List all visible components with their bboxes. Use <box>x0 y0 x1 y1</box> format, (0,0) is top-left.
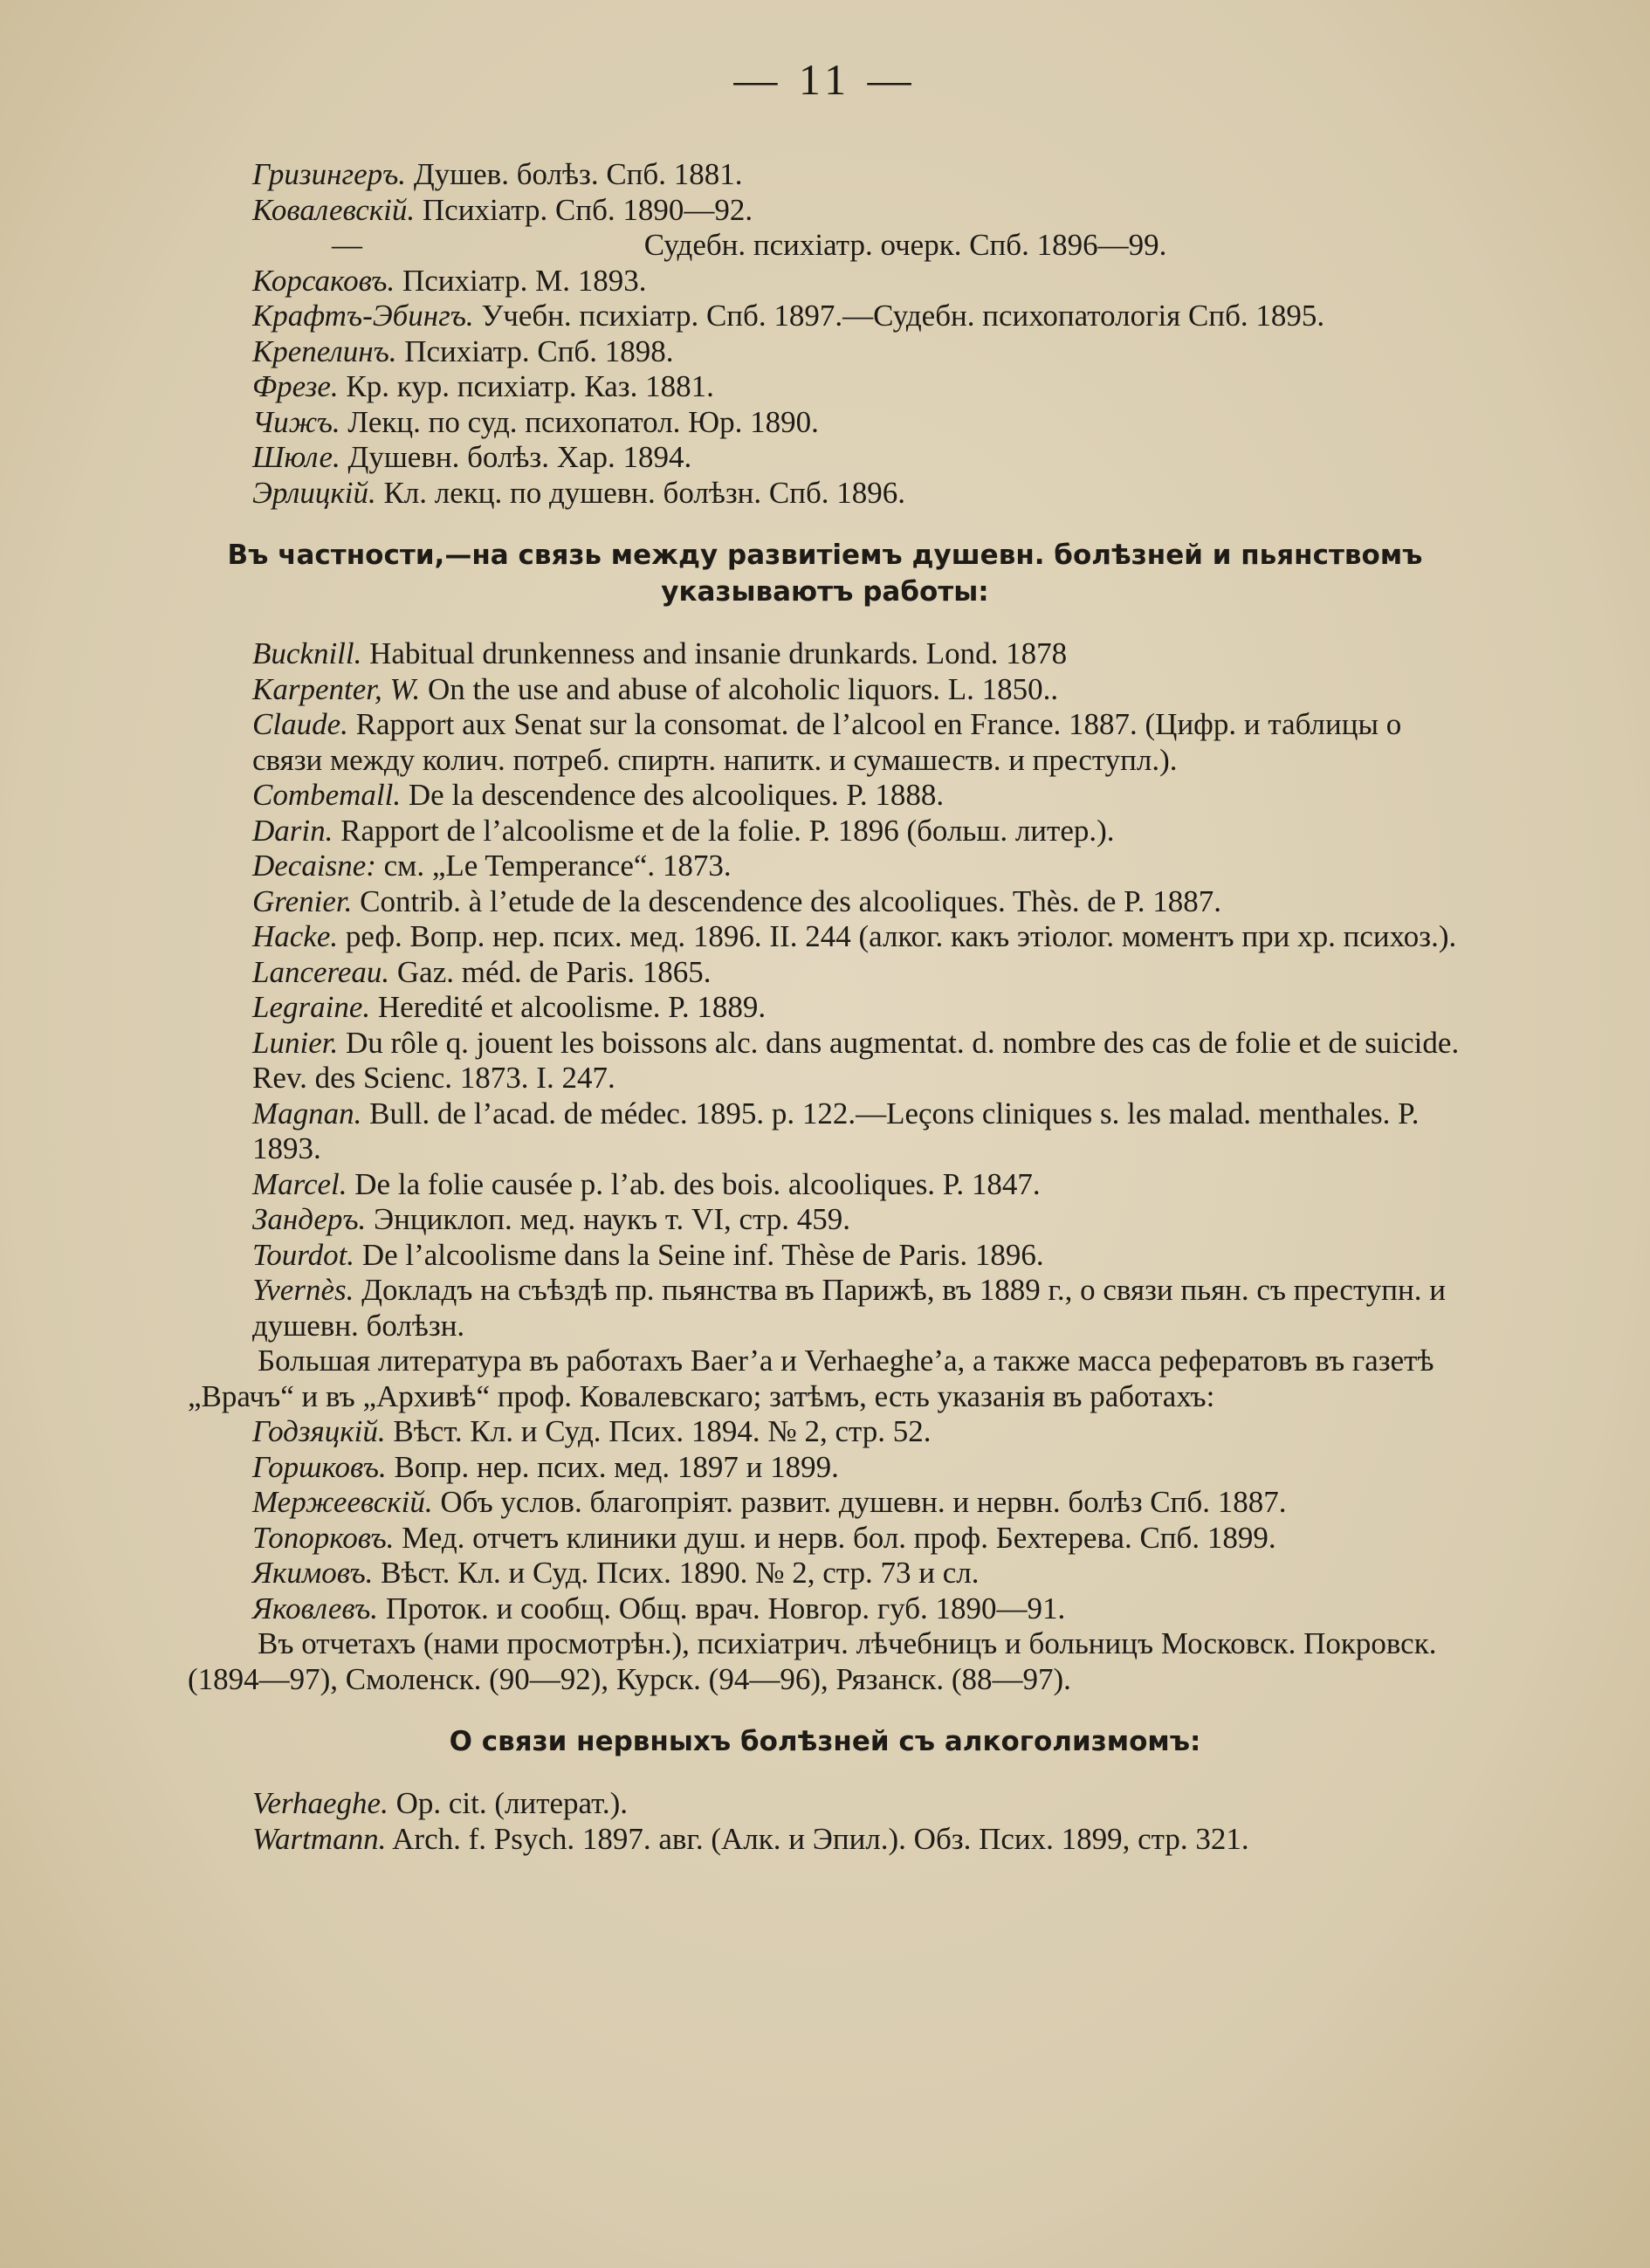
reference-author: Крепелинъ. <box>252 333 397 368</box>
reference-entry <box>188 264 1462 299</box>
reference-text: Мед. отчетъ клиники душ. и нерв. бол. проф. Бехтерева. Спб. 1899. <box>394 1520 1276 1555</box>
section-heading-alcoholism: Въ частности,—на связь между развитіемъ душевн. болѣзней и пьянствомъ указываютъ работы: <box>227 540 1423 608</box>
reference-author: — <box>332 228 362 262</box>
reference-entry <box>188 990 1462 1026</box>
reference-text: Вопр. нер. псих. мед. 1897 и 1899. <box>386 1449 839 1484</box>
reference-entry <box>188 672 1462 708</box>
reference-text: Rapport de l’alcoolisme et de la folie. P. 1896 (больш. литер.). <box>333 813 1115 848</box>
reference-author: Мержеевскій. <box>252 1485 433 1519</box>
reference-author: Legraine. <box>252 990 371 1024</box>
reference-entry <box>188 157 1462 193</box>
reference-author: Якимовъ. <box>252 1556 374 1590</box>
reference-text: см. „Le Temperance“. 1873. <box>375 849 732 883</box>
reference-text: Rapport aux Senat sur la consomat. de l’alcool en France. 1887. (Цифр. и таблицы о связи между колич. потреб. спиртн. напитк. и сумашеств. и преступл.). <box>252 707 1402 777</box>
reference-text: Психіатр. Спб. 1890—92. <box>415 192 753 227</box>
reference-entry <box>188 1167 1462 1203</box>
reference-author: Wartmann. <box>252 1821 387 1856</box>
reference-author: Verhaeghe. <box>252 1786 388 1820</box>
reference-entry <box>188 228 1462 264</box>
reference-author: Darin. <box>252 813 333 848</box>
reference-author: Lunier. <box>252 1025 339 1060</box>
reference-author: Ковалевскій. <box>252 192 416 227</box>
reference-author: Marcel. <box>252 1166 347 1201</box>
reference-author: Зандеръ. <box>252 1202 367 1236</box>
reference-entry <box>188 440 1462 476</box>
reference-entry <box>188 814 1462 849</box>
section-heading-nervous-diseases: О связи нервныхъ болѣзней съ алкоголизмомъ: <box>449 1726 1201 1757</box>
reference-author: Топорковъ. <box>252 1520 395 1555</box>
reference-text: Душев. болѣз. Спб. 1881. <box>406 157 743 191</box>
reference-author: Combemall. <box>252 778 402 812</box>
reference-text: De la folie causée p. l’ab. des bois. alcooliques. P. 1847. <box>347 1166 1041 1201</box>
page-number: — 11 — <box>733 55 917 104</box>
reference-author: Шюле. <box>252 440 340 474</box>
russian-works-list <box>188 1414 1462 1626</box>
reference-entry <box>188 707 1462 778</box>
reference-entry <box>188 849 1462 884</box>
reference-text: Проток. и сообщ. Общ. врач. Новгор. губ. 1890—91. <box>378 1591 1066 1625</box>
reference-text: Объ услов. благопріят. развит. душевн. и нервн. болѣз Спб. 1887. <box>432 1485 1287 1519</box>
reference-author: Decaisne: <box>252 849 376 883</box>
reference-entry <box>188 1450 1462 1486</box>
reference-text: реф. Вопр. нер. псих. мед. 1896. II. 244 (алког. какъ этіолог. моментъ при хр. психоз.). <box>338 919 1457 953</box>
reference-author: Яковлевъ. <box>252 1591 379 1625</box>
reference-author: Горшковъ. <box>252 1449 387 1484</box>
reference-author: Фрезе. <box>252 369 339 403</box>
reference-entry <box>188 1202 1462 1238</box>
reference-text: Contrib. à l’etude de la descendence des alcooliques. Thès. de P. 1887. <box>352 883 1221 918</box>
reference-text: Энциклоп. мед. наукъ т. VI, стр. 459. <box>366 1202 851 1236</box>
reference-entry <box>188 369 1462 405</box>
reference-entry <box>188 193 1462 229</box>
reference-text: Op. cit. (литерат.). <box>388 1786 628 1820</box>
reference-author: Lancereau. <box>252 954 390 989</box>
reference-text: De la descendence des alcooliques. P. 1888. <box>401 778 945 812</box>
reference-text: Gaz. méd. de Paris. 1865. <box>389 954 712 989</box>
reference-text: Habitual drunkenness and insanie drunkards. Lond. 1878 <box>361 636 1068 670</box>
reference-entry <box>188 1556 1462 1591</box>
reference-entry <box>188 1273 1462 1344</box>
reference-author: Корсаковъ. <box>252 263 395 298</box>
general-references-list <box>188 157 1462 511</box>
reference-author: Tourdot. <box>252 1237 355 1272</box>
reference-author: Гризингеръ. <box>252 157 407 191</box>
reference-author: Чижъ. <box>252 404 340 439</box>
reference-author: Hacke. <box>252 919 339 953</box>
reference-text: Heredité et alcoolisme. P. 1889. <box>370 990 767 1024</box>
reference-author: Grenier. <box>252 883 353 918</box>
reference-entry <box>188 476 1462 512</box>
literature-paragraph: Большая литература въ работахъ Baer’a и Verhaeghe’a, а также масса рефератовъ въ газетѣ „Врачъ“ и въ „Архивѣ“ проф. Ковалевскаго; затѣмъ, есть указанія въ работахъ: <box>188 1344 1434 1413</box>
reference-text: On the use and abuse of alcoholic liquors. L. 1850.. <box>420 671 1059 706</box>
reference-entry <box>188 1521 1462 1557</box>
reference-entry <box>188 884 1462 920</box>
reference-entry <box>188 1026 1462 1096</box>
reference-text: Кл. лекц. по душевн. болѣзн. Спб. 1896. <box>375 475 906 510</box>
reference-author: Крафтъ-Эбингъ. <box>252 299 474 333</box>
alcoholism-references-list <box>188 636 1462 1344</box>
reference-entry <box>188 1096 1462 1167</box>
reference-entry <box>188 778 1462 814</box>
reference-text: Вѣст. Кл. и Суд. Псих. 1894. № 2, стр. 52. <box>385 1414 932 1448</box>
nervous-disease-references-list <box>188 1786 1462 1857</box>
reference-text: Arch. f. Psych. 1897. авг. (Алк. и Эпил.). Обз. Псих. 1899, стр. 321. <box>386 1821 1249 1856</box>
reference-author: Bucknill. <box>252 636 362 670</box>
hospital-reports-paragraph: Въ отчетахъ (нами просмотрѣн.), психіатрич. лѣчебницъ и больницъ Московск. Покровск. (1894—97), Смоленск. (90—92), Курск. (94—96), Рязанск. (88—97). <box>188 1626 1437 1696</box>
reference-text: Учебн. психіатр. Спб. 1897.—Судебн. психопатологія Спб. 1895. <box>473 299 1325 333</box>
reference-author: Эрлицкій. <box>252 475 376 510</box>
reference-text: Душевн. болѣз. Хар. 1894. <box>340 440 692 474</box>
reference-text: Bull. de l’acad. de médec. 1895. p. 122.—Leçons cliniques s. les malad. menthales. P. 1893. <box>252 1096 1420 1165</box>
reference-author: Годзяцкій. <box>252 1414 386 1448</box>
reference-text: Вѣст. Кл. и Суд. Псих. 1890. № 2, стр. 73 и сл. <box>373 1556 980 1590</box>
reference-text: Кр. кур. психіатр. Каз. 1881. <box>338 369 714 403</box>
reference-author: Karpenter, W. <box>252 671 421 706</box>
reference-entry <box>188 636 1462 672</box>
reference-entry <box>188 1485 1462 1521</box>
reference-text: Докладъ на съѣздѣ пр. пьянства въ Парижѣ, въ 1889 г., о связи пьян. съ преступн. и душевн. болѣзн. <box>252 1273 1446 1343</box>
reference-entry <box>188 1786 1462 1822</box>
reference-entry <box>188 334 1462 370</box>
reference-author: Claude. <box>252 707 348 741</box>
reference-entry <box>188 919 1462 955</box>
reference-text: Психіатр. М. 1893. <box>395 263 647 298</box>
reference-entry <box>188 1414 1462 1450</box>
reference-entry <box>188 1591 1462 1627</box>
reference-author: Magnan. <box>252 1096 362 1131</box>
reference-text: Психіатр. Спб. 1898. <box>396 333 674 368</box>
reference-text: Лекц. по суд. психопатол. Юр. 1890. <box>340 404 819 439</box>
reference-entry <box>188 299 1462 334</box>
reference-text: De l’alcoolisme dans la Seine inf. Thèse de Paris. 1896. <box>354 1237 1044 1272</box>
reference-entry <box>188 955 1462 991</box>
page-body <box>188 157 1462 1857</box>
reference-entry <box>188 1238 1462 1274</box>
reference-entry <box>188 405 1462 441</box>
reference-entry <box>188 1822 1462 1858</box>
reference-text: Du rôle q. jouent les boissons alc. dans augmentat. d. nombre des cas de folie et de suicide. Rev. des Scienc. 1873. I. 247. <box>252 1025 1460 1095</box>
reference-author: Yvernès. <box>252 1273 354 1307</box>
reference-text: Судебн. психіатр. очерк. Спб. 1896—99. <box>636 228 1167 262</box>
